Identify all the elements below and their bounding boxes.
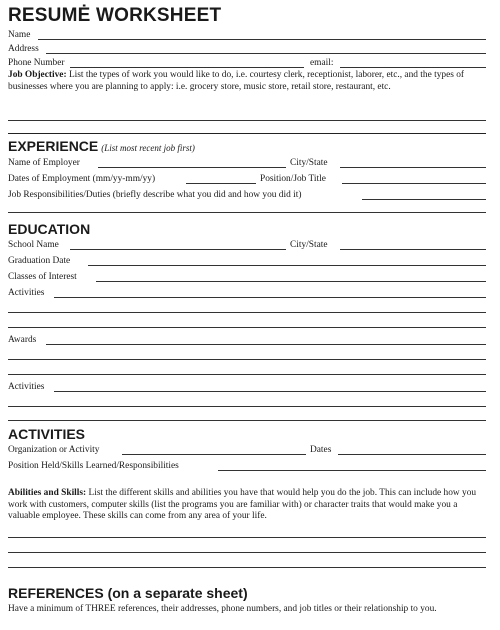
job-objective-text: List the types of work you would like to do, i.e. courtesy clerk, receptionist, laborer, etc., and the types of businesses where you are planning to apply: i.e. grocery store, music store, retail store, restaurant, etc. bbox=[8, 70, 465, 92]
activities2-line[interactable] bbox=[8, 420, 486, 421]
phone-field[interactable] bbox=[70, 67, 304, 68]
activities-line[interactable] bbox=[8, 312, 486, 313]
organization-label: Organization or Activity bbox=[8, 445, 100, 455]
references-title: REFERENCES (on a separate sheet) bbox=[8, 585, 248, 601]
address-field[interactable] bbox=[46, 53, 486, 54]
education-heading bbox=[8, 221, 90, 237]
email-field[interactable] bbox=[340, 67, 486, 68]
abilities-text: List the different skills and abilities you have that would help you do the job. This can include how you work with customers, computer skills (list the programs you are familiar with) or character traits that would make you a valuable employee. These skills can come from any area of your life. bbox=[8, 488, 477, 522]
activities2-line[interactable] bbox=[8, 406, 486, 407]
experience-title: EXPERIENCE bbox=[8, 138, 99, 154]
school-field[interactable] bbox=[70, 249, 286, 250]
activities-line[interactable] bbox=[8, 327, 486, 328]
awards-line[interactable] bbox=[8, 359, 486, 360]
experience-note: (List most recent job first) bbox=[101, 143, 195, 153]
activities2-label: Activities bbox=[8, 382, 45, 392]
position-field[interactable] bbox=[342, 183, 486, 184]
employer-city-field[interactable] bbox=[340, 167, 486, 168]
address-label: Address bbox=[8, 44, 39, 54]
section-divider bbox=[8, 133, 486, 134]
education-title: EDUCATION bbox=[8, 221, 91, 237]
school-city-field[interactable] bbox=[340, 249, 486, 250]
employer-city-label: City/State bbox=[290, 158, 328, 168]
awards-label: Awards bbox=[8, 335, 37, 345]
abilities-line[interactable] bbox=[8, 567, 486, 568]
name-label: Name bbox=[8, 30, 31, 40]
activity-dates-label: Dates bbox=[310, 445, 332, 455]
classes-label: Classes of Interest bbox=[8, 272, 77, 282]
objective-line[interactable] bbox=[8, 120, 486, 121]
abilities-line[interactable] bbox=[8, 552, 486, 553]
classes-field[interactable] bbox=[96, 281, 486, 282]
awards-line[interactable] bbox=[8, 374, 486, 375]
experience-heading bbox=[8, 138, 195, 154]
graduation-field[interactable] bbox=[88, 265, 486, 266]
dates-label: Dates of Employment (mm/yy-mm/yy) bbox=[8, 174, 156, 184]
employer-field[interactable] bbox=[98, 167, 286, 168]
abilities-label: Abilities and Skills: bbox=[8, 488, 87, 498]
activities-label: Activities bbox=[8, 288, 45, 298]
awards-field[interactable] bbox=[46, 344, 486, 345]
position-held-field[interactable] bbox=[218, 470, 486, 471]
graduation-label: Graduation Date bbox=[8, 256, 71, 266]
organization-field[interactable] bbox=[122, 454, 306, 455]
name-field[interactable] bbox=[38, 39, 486, 40]
job-objective-label: Job Objective: bbox=[8, 70, 67, 80]
phone-label: Phone Number bbox=[8, 58, 65, 68]
email-label: email: bbox=[310, 58, 334, 68]
position-label: Position/Job Title bbox=[260, 174, 326, 184]
abilities-line[interactable] bbox=[8, 537, 486, 538]
activities2-field[interactable] bbox=[54, 391, 486, 392]
responsibilities-field[interactable] bbox=[362, 199, 486, 200]
activities-field[interactable] bbox=[54, 297, 486, 298]
position-held-label: Position Held/Skills Learned/Responsibilities bbox=[8, 461, 179, 471]
references-heading bbox=[8, 585, 248, 601]
activities-heading bbox=[8, 426, 85, 442]
abilities-skills bbox=[8, 488, 486, 523]
employer-label: Name of Employer bbox=[8, 158, 80, 168]
page-title: RESUMĖ WORKSHEET bbox=[8, 5, 222, 26]
references-text: Have a minimum of THREE references, their addresses, phone numbers, and job titles or their relationship to you. bbox=[8, 604, 437, 614]
dates-field[interactable] bbox=[186, 183, 256, 184]
activities-title: ACTIVITIES bbox=[8, 426, 86, 442]
activity-dates-field[interactable] bbox=[338, 454, 486, 455]
responsibilities-line[interactable] bbox=[8, 212, 486, 213]
responsibilities-label: Job Responsibilities/Duties (briefly describe what you did and how you did it) bbox=[8, 190, 302, 200]
job-objective bbox=[8, 70, 486, 93]
school-city-label: City/State bbox=[290, 240, 328, 250]
school-label: School Name bbox=[8, 240, 59, 250]
